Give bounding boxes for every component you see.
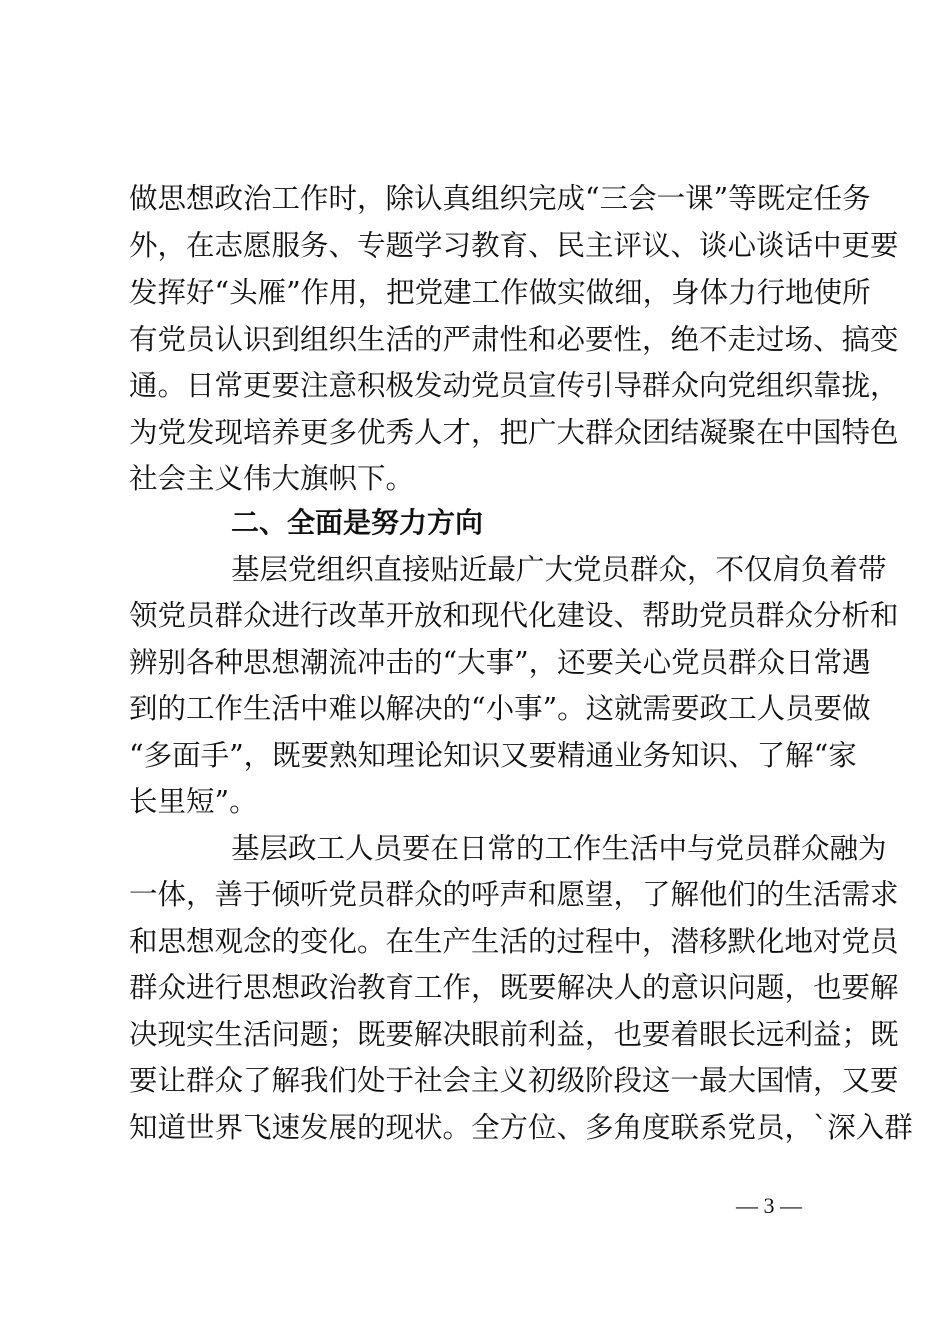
paragraph-3-line-5: 决现实生活问题；既要解决眼前利益，也要着眼长远利益；既 bbox=[129, 1018, 899, 1051]
paragraph-1-line-5: 通。日常更要注意积极发动党员宣传引导群众向党组织靠拢， bbox=[129, 369, 899, 402]
paragraph-3-line-3: 和思想观念的变化。在生产生活的过程中，潜移默化地对党员 bbox=[129, 925, 899, 958]
paragraph-2-line-5: “多面手”，既要熟知理论知识又要精通业务知识、了解“家 bbox=[129, 739, 857, 772]
page-number: — 3 — bbox=[736, 1193, 802, 1218]
paragraph-1-line-1: 做思想政治工作时，除认真组织完成“三会一课”等既定任务 bbox=[129, 182, 871, 215]
paragraph-3-line-2: 一体，善于倾听党员群众的呼声和愿望，了解他们的生活需求 bbox=[129, 878, 899, 911]
section-heading: 二、全面是努力方向 bbox=[231, 506, 484, 539]
paragraph-3-line-4: 群众进行思想政治教育工作，既要解决人的意识问题，也要解 bbox=[129, 971, 899, 1004]
paragraph-1-line-7: 社会主义伟大旗帜下。 bbox=[129, 462, 415, 495]
paragraph-2-line-4: 到的工作生活中难以解决的“小事”。这就需要政工人员要做 bbox=[129, 692, 871, 725]
paragraph-1-line-3: 发挥好“头雁”作用，把党建工作做实做细，身体力行地使所 bbox=[129, 276, 871, 309]
paragraph-3-line-1: 基层政工人员要在日常的工作生活中与党员群众融为 bbox=[231, 832, 887, 865]
paragraph-2-line-2: 领党员群众进行改革开放和现代化建设、帮助党员群众分析和 bbox=[129, 599, 899, 632]
paragraph-2-line-1: 基层党组织直接贴近最广大党员群众，不仅肩负着带 bbox=[231, 553, 887, 586]
paragraph-2-line-6: 长里短”。 bbox=[129, 785, 258, 818]
paragraph-1-line-2: 外，在志愿服务、专题学习教育、民主评议、谈心谈话中更要 bbox=[129, 229, 899, 262]
paragraph-3-line-6: 要让群众了解我们处于社会主义初级阶段这一最大国情，又要 bbox=[129, 1064, 899, 1097]
paragraph-1-line-4: 有党员认识到组织生活的严肃性和必要性，绝不走过场、搞变 bbox=[129, 323, 899, 356]
paragraph-1-line-6: 为党发现培养更多优秀人才，把广大群众团结凝聚在中国特色 bbox=[129, 416, 899, 449]
paragraph-2-line-3: 辨别各种思想潮流冲击的“大事”，还要关心党员群众日常遇 bbox=[129, 646, 871, 679]
paragraph-3-line-7: 知道世界飞速发展的现状。全方位、多角度联系党员，`深入群 bbox=[129, 1111, 913, 1144]
